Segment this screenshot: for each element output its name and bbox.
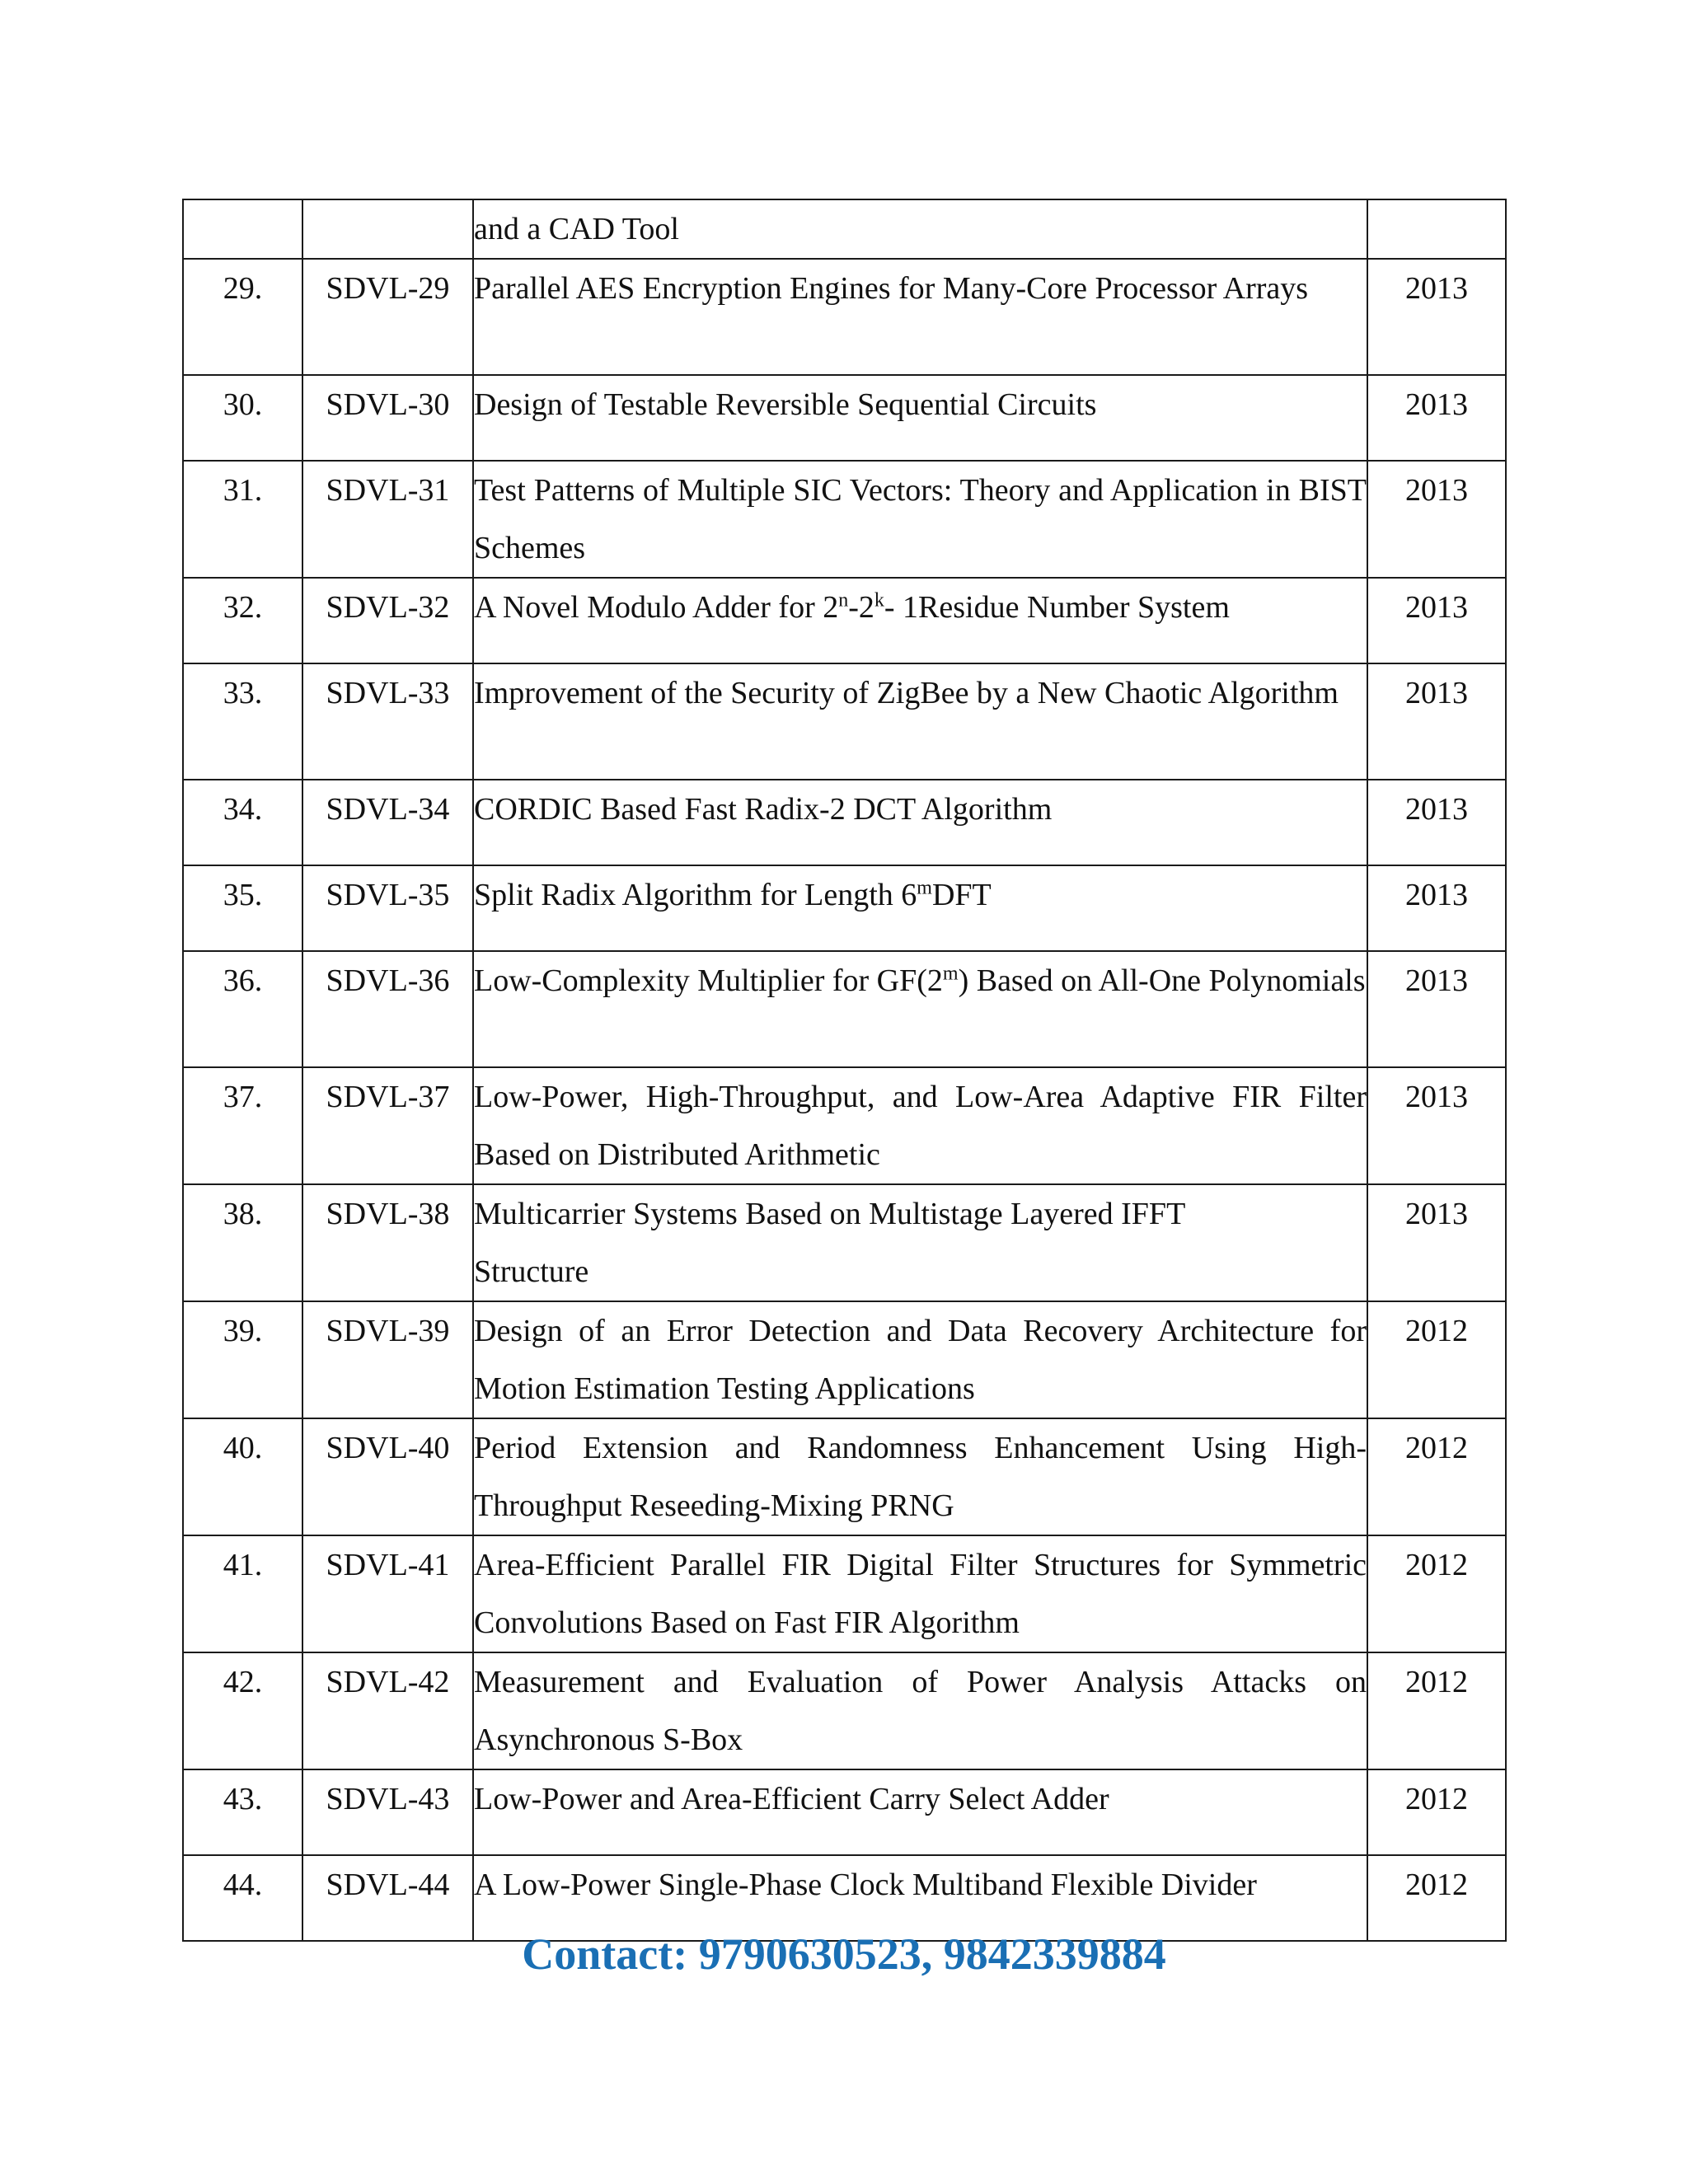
title-cell: Test Patterns of Multiple SIC Vectors: Theory and Application in BIST Schemes xyxy=(473,461,1367,578)
code-cell: SDVL-42 xyxy=(302,1652,473,1769)
serial-cell: 30. xyxy=(183,375,302,461)
table-row xyxy=(183,1301,1506,1418)
code-cell: SDVL-41 xyxy=(302,1535,473,1652)
title-superscript: n xyxy=(838,589,849,612)
title-text: Split Radix Algorithm for Length 6 xyxy=(474,878,917,912)
title-text: A Novel Modulo Adder for 2 xyxy=(474,590,839,625)
serial-cell: 34. xyxy=(183,780,302,865)
title-superscript: k xyxy=(874,589,884,612)
code-cell: SDVL-37 xyxy=(302,1067,473,1184)
title-cell: Measurement and Evaluation of Power Analysis Attacks on Asynchronous S-Box xyxy=(473,1652,1367,1769)
year-cell: 2012 xyxy=(1367,1652,1506,1769)
table-row xyxy=(183,461,1506,578)
serial-cell: 42. xyxy=(183,1652,302,1769)
title-cell: Period Extension and Randomness Enhancement Using High-Throughput Reseeding-Mixing PRNG xyxy=(473,1418,1367,1535)
title-cell xyxy=(473,951,1367,1067)
serial-cell: 37. xyxy=(183,1067,302,1184)
year-cell: 2013 xyxy=(1367,578,1506,663)
code-cell xyxy=(302,199,473,259)
serial-cell: 43. xyxy=(183,1769,302,1855)
code-cell: SDVL-33 xyxy=(302,663,473,780)
year-cell: 2013 xyxy=(1367,1184,1506,1301)
table-row xyxy=(183,1418,1506,1535)
projects-table xyxy=(182,199,1507,1942)
year-cell: 2012 xyxy=(1367,1418,1506,1535)
code-cell: SDVL-34 xyxy=(302,780,473,865)
title-cell xyxy=(473,865,1367,951)
contact-footer: Contact: 9790630523, 9842339884 xyxy=(522,1929,1166,1979)
year-cell: 2012 xyxy=(1367,1301,1506,1418)
code-cell: SDVL-38 xyxy=(302,1184,473,1301)
code-cell: SDVL-43 xyxy=(302,1769,473,1855)
code-cell: SDVL-30 xyxy=(302,375,473,461)
serial-cell: 39. xyxy=(183,1301,302,1418)
serial-cell: 31. xyxy=(183,461,302,578)
table-row xyxy=(183,1769,1506,1855)
code-cell: SDVL-35 xyxy=(302,865,473,951)
serial-cell: 33. xyxy=(183,663,302,780)
serial-cell: 35. xyxy=(183,865,302,951)
table-row xyxy=(183,951,1506,1067)
table-row-carryover xyxy=(183,199,1506,259)
title-text: - 1Residue Number System xyxy=(884,590,1230,625)
serial-cell: 41. xyxy=(183,1535,302,1652)
title-text: ) Based on All-One Polynomials xyxy=(958,963,1366,998)
title-text: Multicarrier Systems Based on Multistage Layered IFFT xyxy=(474,1197,1186,1231)
serial-cell: 44. xyxy=(183,1855,302,1941)
year-cell xyxy=(1367,199,1506,259)
title-cell: A Low-Power Single-Phase Clock Multiband Flexible Divider xyxy=(473,1855,1367,1941)
table-row xyxy=(183,578,1506,663)
code-cell: SDVL-36 xyxy=(302,951,473,1067)
table-row xyxy=(183,780,1506,865)
table-row xyxy=(183,1535,1506,1652)
serial-cell xyxy=(183,199,302,259)
year-cell: 2012 xyxy=(1367,1855,1506,1941)
title-cell: Design of Testable Reversible Sequential Circuits xyxy=(473,375,1367,461)
title-superscript: m xyxy=(942,963,959,985)
title-text: Low-Complexity Multiplier for GF(2 xyxy=(474,963,943,998)
title-text: Structure xyxy=(474,1254,589,1289)
title-cell: Area-Efficient Parallel FIR Digital Filter Structures for Symmetric Convolutions Based on Fast FIR Algorithm xyxy=(473,1535,1367,1652)
serial-cell: 29. xyxy=(183,259,302,375)
table-row xyxy=(183,375,1506,461)
code-cell: SDVL-44 xyxy=(302,1855,473,1941)
title-cell xyxy=(473,1184,1367,1301)
title-cell: Improvement of the Security of ZigBee by a New Chaotic Algorithm xyxy=(473,663,1367,780)
code-cell: SDVL-32 xyxy=(302,578,473,663)
title-text: DFT xyxy=(931,878,992,912)
year-cell: 2013 xyxy=(1367,951,1506,1067)
title-cell: Design of an Error Detection and Data Recovery Architecture for Motion Estimation Testing Applications xyxy=(473,1301,1367,1418)
title-cell: CORDIC Based Fast Radix-2 DCT Algorithm xyxy=(473,780,1367,865)
year-cell: 2013 xyxy=(1367,461,1506,578)
serial-cell: 40. xyxy=(183,1418,302,1535)
serial-cell: 36. xyxy=(183,951,302,1067)
title-cell: Low-Power and Area-Efficient Carry Select Adder xyxy=(473,1769,1367,1855)
year-cell: 2012 xyxy=(1367,1769,1506,1855)
table-row xyxy=(183,1652,1506,1769)
year-cell: 2013 xyxy=(1367,663,1506,780)
table-row xyxy=(183,663,1506,780)
serial-cell: 32. xyxy=(183,578,302,663)
table-row xyxy=(183,259,1506,375)
title-text: -2 xyxy=(848,590,874,625)
year-cell: 2013 xyxy=(1367,375,1506,461)
title-cell: and a CAD Tool xyxy=(473,199,1367,259)
title-superscript: m xyxy=(917,877,932,899)
title-cell: Low-Power, High-Throughput, and Low-Area Adaptive FIR Filter Based on Distributed Arithmetic xyxy=(473,1067,1367,1184)
code-cell: SDVL-40 xyxy=(302,1418,473,1535)
code-cell: SDVL-31 xyxy=(302,461,473,578)
table-row xyxy=(183,865,1506,951)
title-cell xyxy=(473,578,1367,663)
table-row xyxy=(183,1184,1506,1301)
code-cell: SDVL-39 xyxy=(302,1301,473,1418)
serial-cell: 38. xyxy=(183,1184,302,1301)
year-cell: 2013 xyxy=(1367,780,1506,865)
title-cell: Parallel AES Encryption Engines for Many-Core Processor Arrays xyxy=(473,259,1367,375)
year-cell: 2013 xyxy=(1367,259,1506,375)
code-cell: SDVL-29 xyxy=(302,259,473,375)
year-cell: 2013 xyxy=(1367,865,1506,951)
year-cell: 2013 xyxy=(1367,1067,1506,1184)
year-cell: 2012 xyxy=(1367,1535,1506,1652)
table-row xyxy=(183,1067,1506,1184)
